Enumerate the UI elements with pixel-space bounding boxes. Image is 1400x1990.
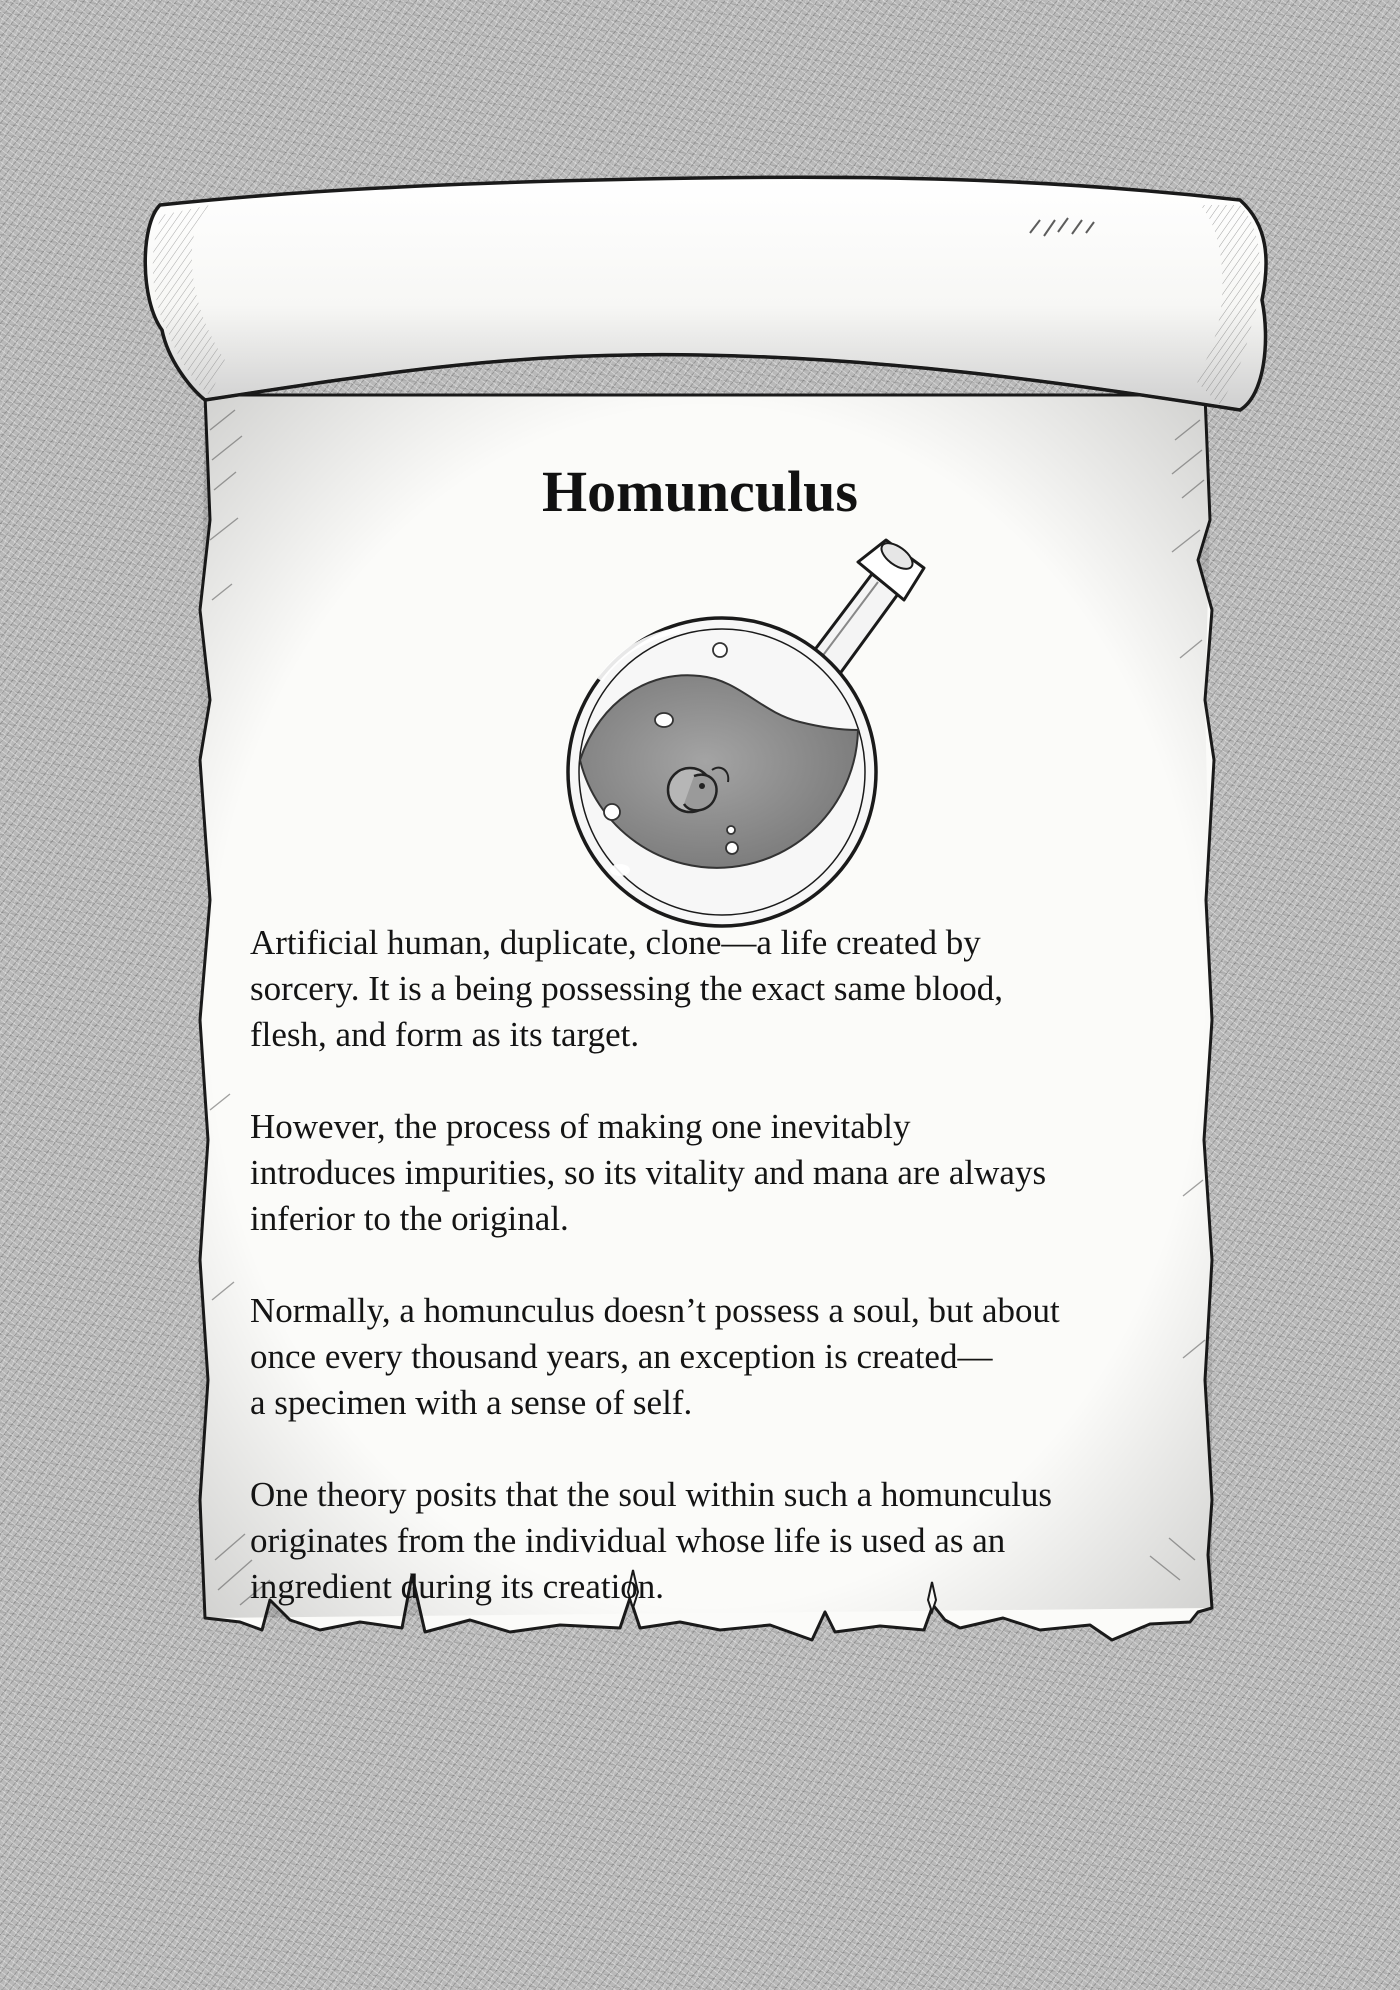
paragraph-line: inferior to the original. — [250, 1199, 569, 1238]
paragraph-line: One theory posits that the soul within such a homunculus — [250, 1475, 1052, 1514]
paragraph-line: Normally, a homunculus doesn’t possess a soul, but about — [250, 1291, 1060, 1330]
page-title: Homunculus — [542, 459, 858, 524]
paragraph-line: sorcery. It is a being possessing the exact same blood, — [250, 969, 1003, 1008]
paragraph-line: originates from the individual whose life is used as an — [250, 1521, 1006, 1560]
paragraph-4 — [250, 1472, 1170, 1610]
paragraph-line: a specimen with a sense of self. — [250, 1383, 693, 1422]
paragraph-2 — [250, 1104, 1170, 1242]
paragraph-line: once every thousand years, an exception is created— — [250, 1337, 993, 1376]
paragraph-line: However, the process of making one inevitably — [250, 1107, 911, 1146]
scroll-top-roll — [145, 177, 1266, 410]
description-body — [250, 920, 1170, 1610]
paragraph-line: introduces impurities, so its vitality and mana are always — [250, 1153, 1047, 1192]
paragraph-line: Artificial human, duplicate, clone—a life created by — [250, 923, 981, 962]
paragraph-3 — [250, 1288, 1170, 1426]
paragraph-1 — [250, 920, 1170, 1058]
paragraph-line: flesh, and form as its target. — [250, 1015, 640, 1054]
paragraph-line: ingredient during its creation. — [250, 1567, 665, 1606]
